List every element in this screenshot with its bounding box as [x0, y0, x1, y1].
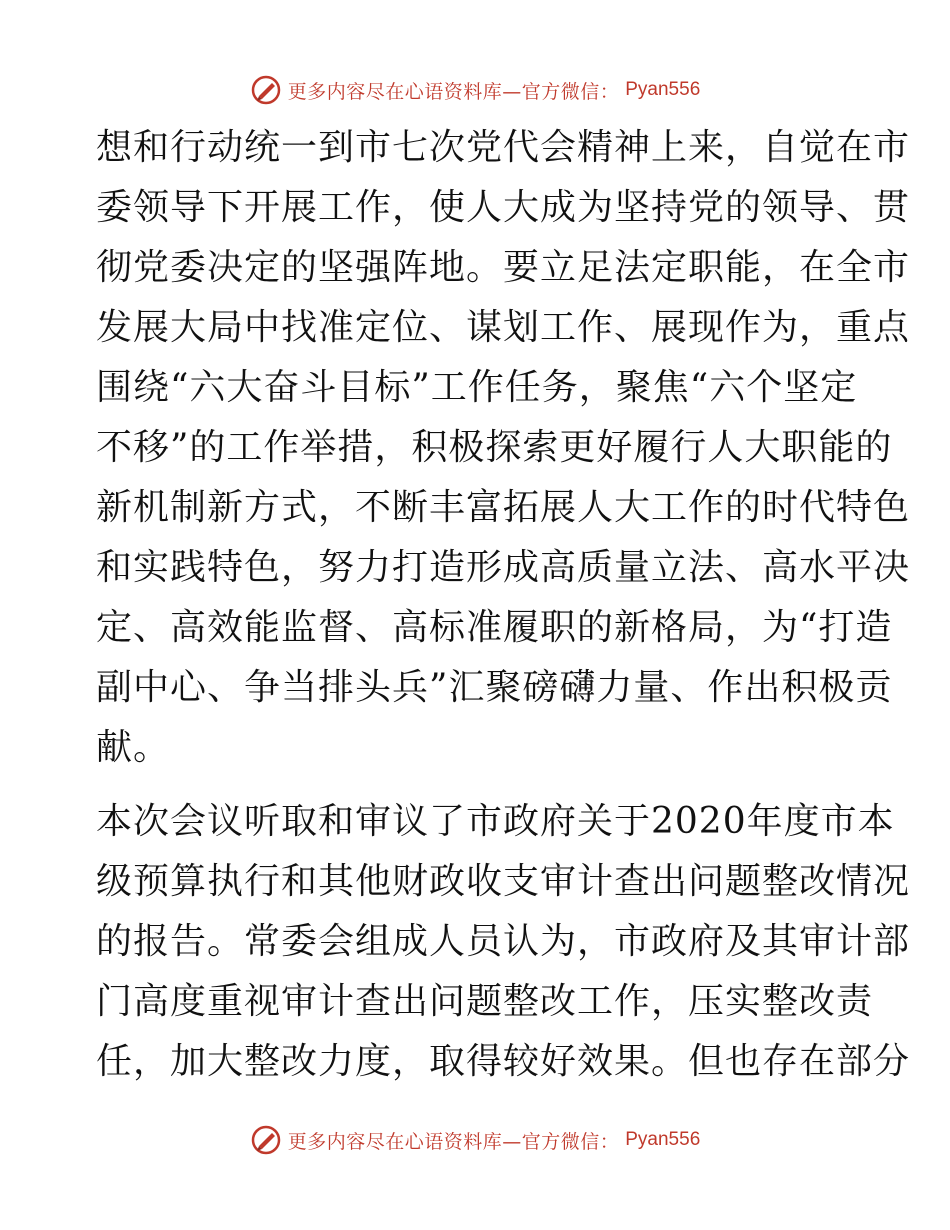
text-line: 的报告。常委会组成人员认为，市政府及其审计部	[96, 921, 911, 962]
text-line: 不移”的工作举措，积极探索更好履行人大职能的	[96, 427, 893, 468]
text-line: 本次会议听取和审议了市政府关于2020年度市本	[96, 801, 895, 842]
text-line: 彻党委决定的坚强阵地。要立足法定职能，在全市	[96, 247, 911, 288]
text-line: 新机制新方式，不断丰富拓展人大工作的时代特色	[96, 487, 911, 528]
paragraph-spacer	[96, 778, 856, 792]
text-line: 和实践特色，努力打造形成高质量立法、高水平决	[96, 547, 911, 588]
header-watermark	[0, 70, 950, 110]
watermark-text: 更多内容尽在心语资料库—官方微信：	[287, 1130, 620, 1153]
text-line: 门高度重视审计查出问题整改工作，压实整改责	[96, 981, 874, 1022]
text-line: 定、高效能监督、高标准履职的新格局，为“打造	[96, 607, 893, 648]
text-line: 委领导下开展工作，使人大成为坚持党的领导、贯	[96, 187, 911, 228]
text-line: 围绕“六大奋斗目标”工作任务，聚焦“六个坚定	[96, 367, 858, 408]
text-line: 想和行动统一到市七次党代会精神上来，自觉在市	[96, 127, 911, 168]
document-body	[96, 118, 911, 1092]
paragraph-1	[96, 118, 911, 778]
text-line: 献。	[96, 727, 171, 768]
footer-watermark	[0, 1120, 950, 1160]
pen-logo-icon	[250, 1124, 282, 1156]
watermark-wechat-id: Pyan556	[625, 1129, 701, 1150]
text-line: 任，加大整改力度，取得较好效果。但也存在部分	[96, 1041, 911, 1082]
text-line: 级预算执行和其他财政收支审计查出问题整改情况	[96, 861, 911, 902]
paragraph-2	[96, 792, 911, 1092]
text-line: 副中心、争当排头兵”汇聚磅礴力量、作出积极贡	[96, 667, 893, 708]
watermark-text: 更多内容尽在心语资料库—官方微信：	[287, 80, 620, 103]
text-line: 发展大局中找准定位、谋划工作、展现作为，重点	[96, 307, 911, 348]
pen-logo-icon	[250, 74, 282, 106]
watermark-wechat-id: Pyan556	[625, 79, 701, 100]
